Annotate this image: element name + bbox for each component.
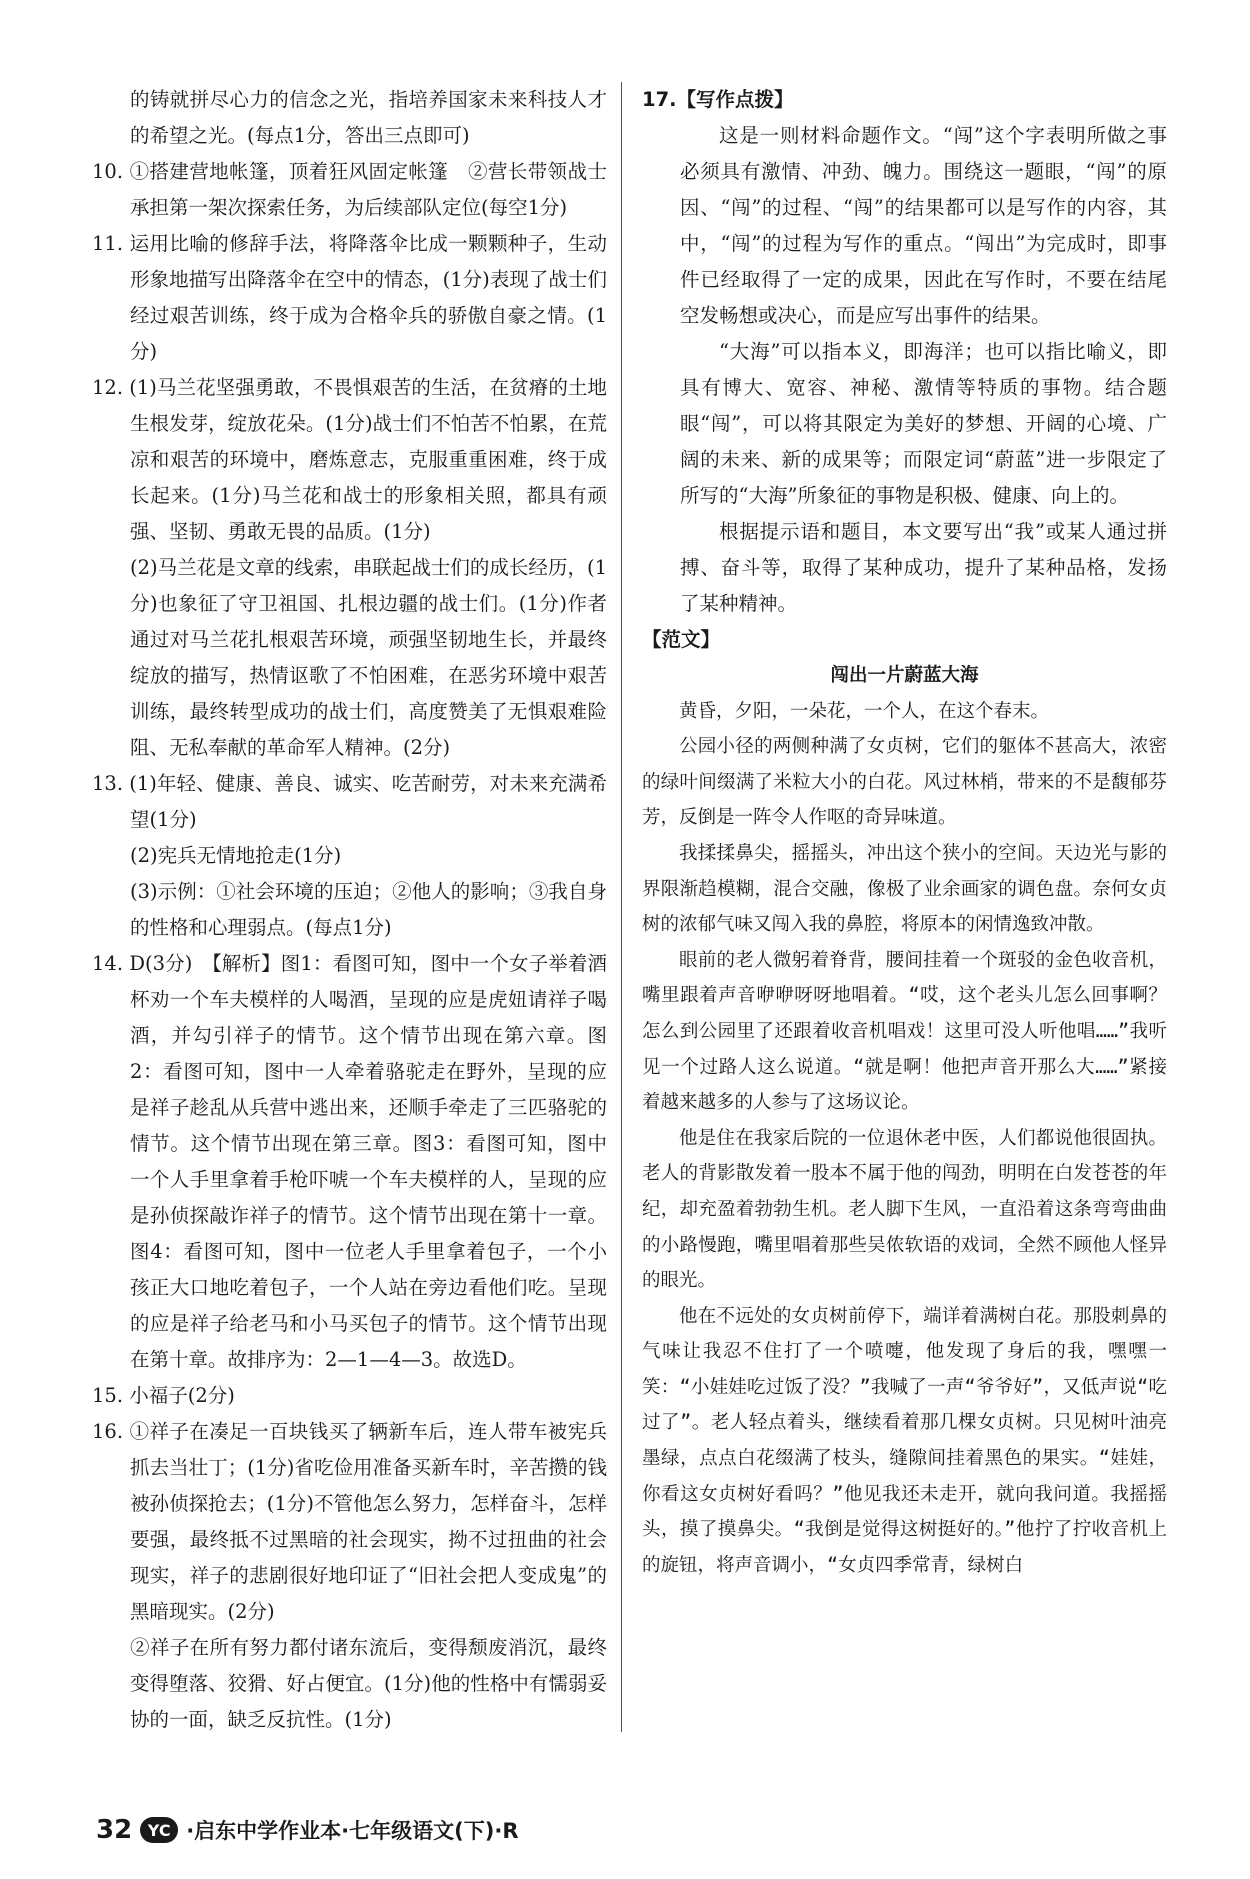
essay-paragraph-1: 黄昏，夕阳，一朵花，一个人，在这个春末。 [679,700,1050,722]
answer-13-part3: (3)示例：①社会环境的压迫；②他人的影响；③我自身的性格和心理弱点。(每点1分) [130,880,607,939]
publisher-badge: YC [140,1817,178,1843]
answer-12-part1: 12. (1)马兰花坚强勇敢，不畏惧艰苦的生活，在贫瘠的土地生根发芽，绽放花朵。(1分)战士们不怕苦不怕累，在荒凉和艰苦的环境中，磨炼意志，克服重重困难，终于成长起来。(1分)马兰花和战士的形象相关照，都具有顽强、坚韧、勇敢无畏的品质。(1分) [92,376,607,543]
answer-15: 15. 小福子(2分) [92,1384,235,1407]
sample-essay [642,658,1167,1583]
sample-essay-heading: 【范文】 [642,628,721,651]
essay-paragraph-4: 眼前的老人微躬着脊背，腰间挂着一个斑驳的金色收音机，嘴里跟着声音咿咿呀呀地唱着。“哎，这个老头儿怎么回事啊？怎么到公园里了还跟着收音机唱戏！这里可没人听他唱……”我听见一个过路人这么说道。“就是啊！他把声音开那么大……”紧接着越来越多的人参与了这场议论。 [642,949,1167,1114]
essay-paragraph-6: 他在不远处的女贞树前停下，端详着满树白花。那股刺鼻的气味让我忍不住打了一个喷嚏，他发现了身后的我，嘿嘿一笑：“小娃娃吃过饭了没？”我喊了一声“爷爷好”，又低声说“吃过了”。老人轻点着头，继续看着那几棵女贞树。只见树叶油亮墨绿，点点白花缀满了枝头，缝隙间挂着黑色的果实。“娃娃，你看这女贞树好看吗？”他见我还未走开，就向我问道。我摇摇头，摸了摸鼻尖。“我倒是觉得这树挺好的。”他拧了拧收音机上的旋钮，将声音调小，“女贞四季常青，绿树白 [642,1305,1167,1576]
book-title: ·启东中学作业本·七年级语文(下)·R [186,1819,519,1843]
answer-10: 10. ①搭建营地帐篷，顶着狂风固定帐篷 ②营长带领战士承担第一架次探索任务，为后续部队定位(每空1分) [92,160,607,219]
answer-11: 11. 运用比喻的修辞手法，将降落伞比成一颗颗种子，生动形象地描写出降落伞在空中的情态，(1分)表现了战士们经过艰苦训练，终于成为合格伞兵的骄傲自豪之情。(1分) [92,232,607,363]
answer-14: 14. D(3分) 【解析】图1：看图可知，图中一个女子举着酒杯劝一个车夫模样的人喝酒，呈现的应是虎妞请祥子喝酒，并勾引祥子的情节。这个情节出现在第六章。图2：看图可知，图中一人牵着骆驼走在野外，呈现的应是祥子趁乱从兵营中逃出来，还顺手牵走了三匹骆驼的情节。这个情节出现在第三章。图3：看图可知，图中一个人手里拿着手枪吓唬一个车夫模样的人，呈现的应是孙侦探敲诈祥子的情节。这个情节出现在第十一章。图4：看图可知，图中一位老人手里拿着包子，一个小孩正大口地吃着包子，一个人站在旁边看他们吃。呈现的应是祥子给老马和小马买包子的情节。这个情节出现在第十章。故排序为：2—1—4—3。故选D。 [92,952,607,1371]
essay-paragraph-2: 公园小径的两侧种满了女贞树，它们的躯体不甚高大，浓密的绿叶间缀满了米粒大小的白花。风过林梢，带来的不是馥郁芬芳，反倒是一阵令人作呕的奇异味道。 [642,736,1167,829]
left-column [92,82,607,1738]
page-number: 32 [96,1815,133,1845]
essay-paragraph-5: 他是住在我家后院的一位退休老中医，人们都说他很固执。老人的背影散发着一股本不属于他的闯劲，明明在白发苍苍的年纪，却充盈着勃勃生机。老人脚下生风，一直沿着这条弯弯曲曲的小路慢跑，嘴里唱着那些吴侬软语的戏词，全然不顾他人怪异的眼光。 [642,1127,1167,1292]
page-footer [96,1815,519,1845]
writing-guide-paragraph-1: 这是一则材料命题作文。“闯”这个字表明所做之事必须具有激情、冲劲、魄力。围绕这一题眼，“闯”的原因、“闯”的过程、“闯”的结果都可以是写作的内容，其中，“闯”的过程为写作的重点。“闯出”为完成时，即事件已经取得了一定的成果，因此在写作时，不要在结尾空发畅想或决心，而是应写出事件的结果。 [680,124,1167,327]
answer-12-part2: (2)马兰花是文章的线索，串联起战士们的成长经历，(1分)也象征了守卫祖国、扎根边疆的战士们。(1分)作者通过对马兰花扎根艰苦环境，顽强坚韧地生长，并最终绽放的描写，热情讴歌了不怕困难，在恶劣环境中艰苦训练，最终转型成功的战士们，高度赞美了无惧艰难险阻、无私奉献的革命军人精神。(2分) [130,556,607,759]
essay-paragraph-3: 我揉揉鼻尖，摇摇头，冲出这个狭小的空间。天边光与影的界限渐趋模糊，混合交融，像极了业余画家的调色盘。奈何女贞树的浓郁气味又闯入我的鼻腔，将原本的闲情逸致冲散。 [642,842,1167,936]
writing-guide-paragraph-3: 根据提示语和题目，本文要写出“我”或某人通过拼搏、奋斗等，取得了某种成功，提升了某种品格，发扬了某种精神。 [680,520,1167,615]
answer-13-part1: 13. (1)年轻、健康、善良、诚实、吃苦耐劳，对未来充满希望(1分) [92,772,607,831]
answer-9-continued: 的铸就拼尽心力的信念之光，指培养国家未来科技人才的希望之光。(每点1分，答出三点即可) [130,88,607,147]
column-divider [621,82,622,1732]
answer-16-part2: ②祥子在所有努力都付诸东流后，变得颓废消沉，最终变得堕落、狡猾、好占便宜。(1分)他的性格中有懦弱妥协的一面，缺乏反抗性。(1分) [130,1636,607,1731]
essay-title: 闯出一片蔚蓝大海 [830,665,979,686]
answer-17-heading: 17.【写作点拨】 [642,88,794,111]
answer-13-part2: (2)宪兵无情地抢走(1分) [130,844,342,867]
right-column [642,82,1167,1583]
writing-guide-paragraph-2: “大海”可以指本义，即海洋；也可以指比喻义，即具有博大、宽容、神秘、激情等特质的事物。结合题眼“闯”，可以将其限定为美好的梦想、开阔的心境、广阔的未来、新的成果等；而限定词“蔚蓝”进一步限定了所写的“大海”所象征的事物是积极、健康、向上的。 [680,340,1167,507]
answer-16-part1: 16. ①祥子在凑足一百块钱买了辆新车后，连人带车被宪兵抓去当壮丁；(1分)省吃俭用准备买新车时，辛苦攒的钱被孙侦探抢去；(1分)不管他怎么努力，怎样奋斗，怎样要强，最终抵不过黑暗的社会现实，拗不过扭曲的社会现实，祥子的悲剧很好地印证了“旧社会把人变成鬼”的黑暗现实。(2分) [92,1420,607,1623]
